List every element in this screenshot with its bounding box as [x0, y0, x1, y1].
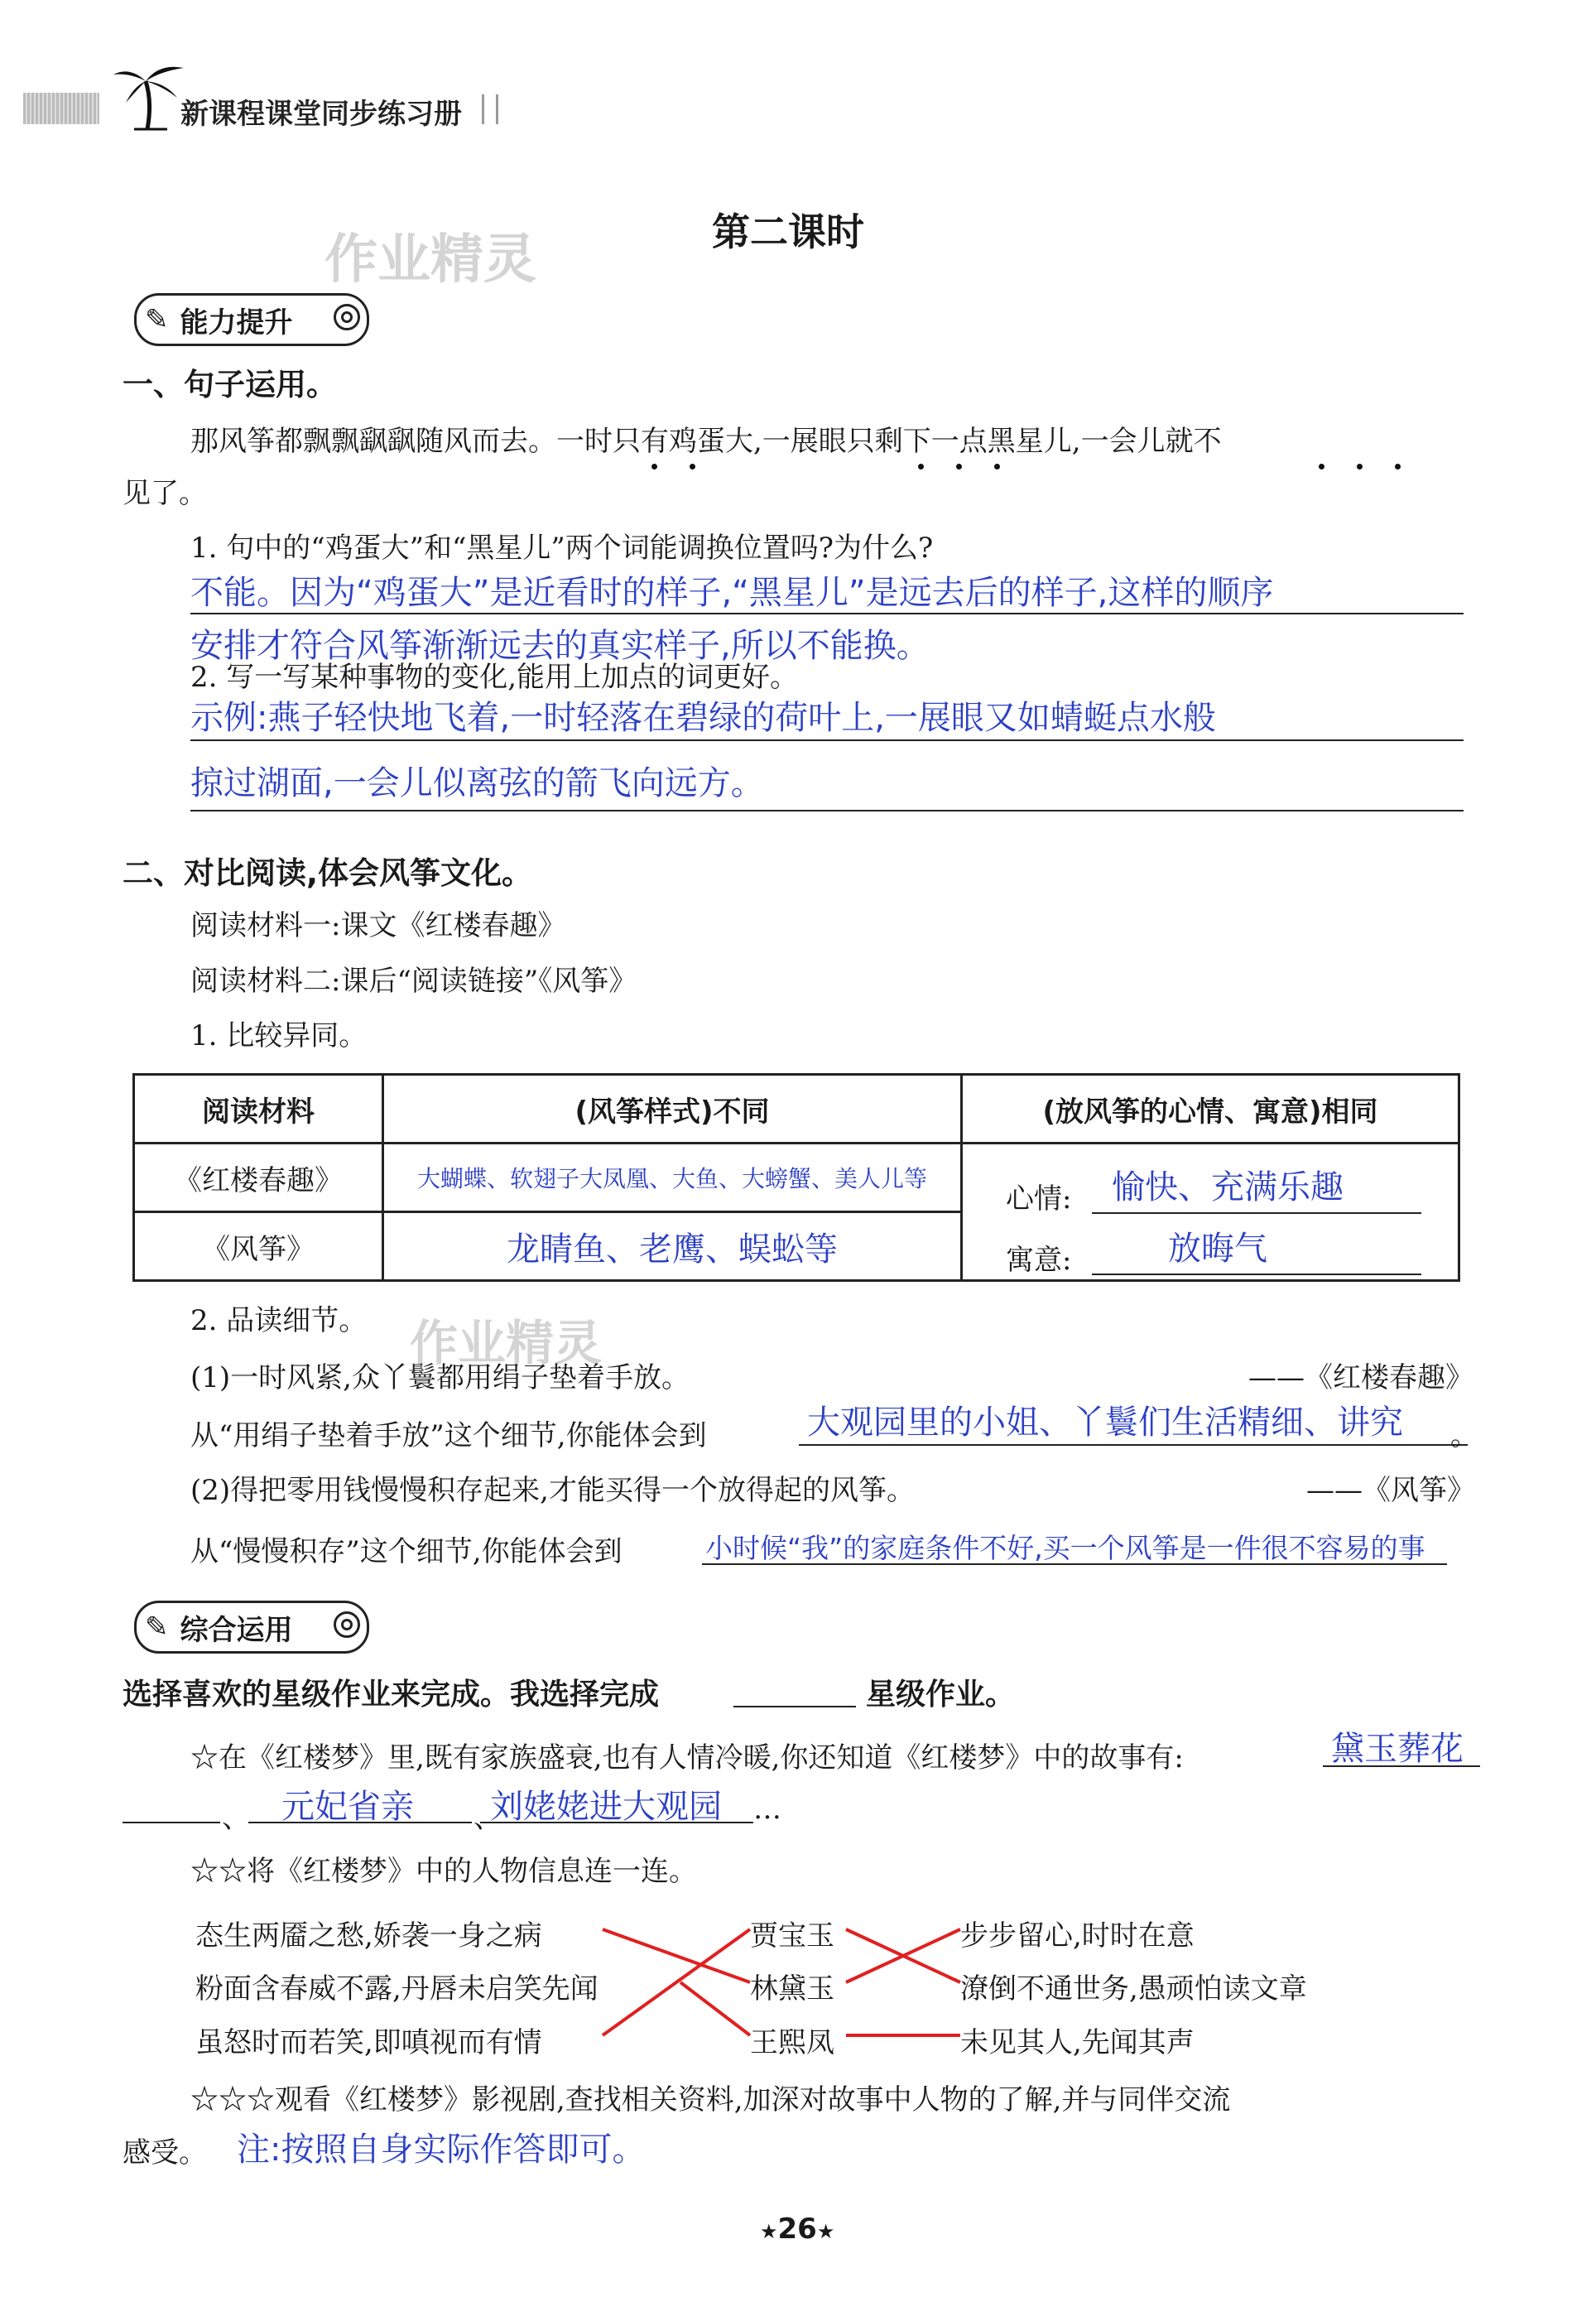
q2-detail2-ans: 小时候“我”的家庭条件不好,买一个风筝是一件很不容易的事 [705, 1532, 1425, 1564]
watermark: 作业精灵 [410, 1315, 603, 1371]
star2-text: ☆☆将《红楼梦》中的人物信息连一连。 [190, 1855, 697, 1888]
match-left-2: 粉面含春威不露,丹唇未启笑先闻 [195, 1972, 598, 2006]
mood-label: 心情: [1006, 1182, 1072, 1216]
q1-ans1-line2: 安排才符合风筝渐渐远去的真实样子,所以不能换。 [190, 627, 930, 665]
series-title: 新课程课堂同步练习册 [180, 98, 462, 131]
table-cell: 《红楼春趣》 [134, 1144, 383, 1212]
page-title: 第二课时 [712, 209, 864, 254]
page-number [760, 2213, 834, 2246]
table-cell: 龙睛鱼、老鹰、蜈蚣等 [383, 1212, 962, 1281]
table-header: 阅读材料 [134, 1075, 383, 1144]
q1-ans2-line2: 掠过湖面,一会儿似离弦的箭飞向远方。 [190, 764, 764, 802]
mood-answer: 愉快、充满乐趣 [1112, 1168, 1344, 1206]
q2-material1: 阅读材料一:课文《红楼春趣》 [190, 909, 566, 942]
q2-detail2-src: ——《风筝》 [1306, 1474, 1475, 1507]
star1-ans3: 刘姥姥进大观园 [490, 1788, 722, 1826]
q2-sub2: 2. 品读细节。 [190, 1304, 368, 1337]
star3-answer: 注:按照自身实际作答即可。 [237, 2131, 646, 2169]
match-line [603, 1929, 750, 1982]
match-right-3: 未见其人,先闻其声 [960, 2026, 1195, 2059]
q2-material2: 阅读材料二:课后“阅读链接”《风筝》 [190, 965, 637, 998]
match-mid-3: 王熙凤 [750, 2026, 834, 2059]
match-line [680, 1982, 750, 2035]
star1-sep: 、 [222, 1802, 250, 1835]
page-number-value: 26 [777, 2213, 817, 2246]
table-header: (放风筝的心情、寓意)相同 [962, 1075, 1459, 1144]
table-header: (风筝样式)不同 [383, 1075, 962, 1144]
star3-line2: 感受。 [123, 2136, 207, 2169]
badge-label: 能力提升 [180, 306, 293, 339]
q2-detail1-end: 。 [1450, 1419, 1478, 1452]
section2-intro-b: 星级作业。 [866, 1678, 1016, 1712]
q2-title: 二、对比阅读,体会风筝文化。 [123, 855, 533, 891]
star1-text: ☆在《红楼梦》里,既有家族盛衰,也有人情冷暖,你还知道《红楼梦》中的故事有: [190, 1741, 1184, 1774]
q1-title: 一、句子运用。 [123, 367, 337, 402]
match-mid-1: 贾宝玉 [750, 1919, 834, 1953]
star1-sep2: 、 [474, 1802, 502, 1835]
table-cell: 《风筝》 [134, 1212, 383, 1281]
q2-sub1: 1. 比较异同。 [190, 1019, 368, 1052]
q2-detail1-src: ——《红楼春趣》 [1248, 1361, 1473, 1394]
star-icon: ★ [760, 2220, 778, 2243]
pencil-icon: ✎ [145, 303, 169, 336]
q1-sub1: 1. 句中的“鸡蛋大”和“黑星儿”两个词能调换位置吗?为什么? [190, 532, 934, 565]
q1-passage-line1: 那风筝都飘飘飖飖随风而去。一时只有鸡蛋大,一展眼只剩下一点黑星儿,一会儿就不 [190, 425, 1222, 458]
watermark: 作业精灵 [324, 229, 536, 291]
q1-passage-line2: 见了。 [123, 477, 207, 510]
q1-ans2-line1: 示例:燕子轻快地飞着,一时轻落在碧绿的荷叶上,一展眼又如蜻蜓点水般 [190, 699, 1216, 737]
meaning-answer: 放晦气 [1168, 1230, 1267, 1268]
section2-intro-a: 选择喜欢的星级作业来完成。我选择完成 [123, 1678, 660, 1712]
match-right-2: 潦倒不通世务,愚顽怕读文章 [960, 1972, 1307, 2006]
table-cell: 大蝴蝶、软翅子大凤凰、大鱼、大螃蟹、美人儿等 [383, 1144, 962, 1212]
match-left-1: 态生两靥之愁,娇袭一身之病 [195, 1919, 542, 1953]
star1-ans1: 黛玉葬花 [1331, 1730, 1464, 1768]
q2-detail1: (1)一时风紧,众丫鬟都用绢子垫着手放。 [190, 1361, 690, 1394]
pencil-icon: ✎ [145, 1611, 169, 1644]
match-mid-2: 林黛玉 [750, 1972, 834, 2006]
q1-ans1-line1: 不能。因为“鸡蛋大”是近看时的样子,“黑星儿”是远去后的样子,这样的顺序 [190, 574, 1274, 612]
badge-label: 综合运用 [180, 1613, 293, 1647]
q2-detail2: (2)得把零用钱慢慢积存起来,才能买得一个放得起的风筝。 [190, 1474, 915, 1507]
match-left-3: 虽怒时而若笑,即嗔视而有情 [195, 2026, 542, 2059]
q2-detail2-q: 从“慢慢积存”这个细节,你能体会到 [190, 1535, 623, 1568]
star3-line1: ☆☆☆观看《红楼梦》影视剧,查找相关资料,加深对故事中人物的了解,并与同伴交流 [190, 2083, 1231, 2116]
star1-end: … [753, 1793, 781, 1826]
meaning-label: 寓意: [1006, 1244, 1072, 1277]
q2-detail1-q: 从“用绢子垫着手放”这个细节,你能体会到 [190, 1419, 707, 1452]
match-right-1: 步步留心,时时在意 [960, 1919, 1195, 1953]
q1-sub2: 2. 写一写某种事物的变化,能用上加点的词更好。 [190, 661, 799, 694]
q2-detail1-ans: 大观园里的小姐、丫鬟们生活精细、讲究 [807, 1404, 1403, 1442]
star-icon: ★ [816, 2220, 835, 2243]
star1-ans2: 元妃省亲 [281, 1788, 414, 1826]
